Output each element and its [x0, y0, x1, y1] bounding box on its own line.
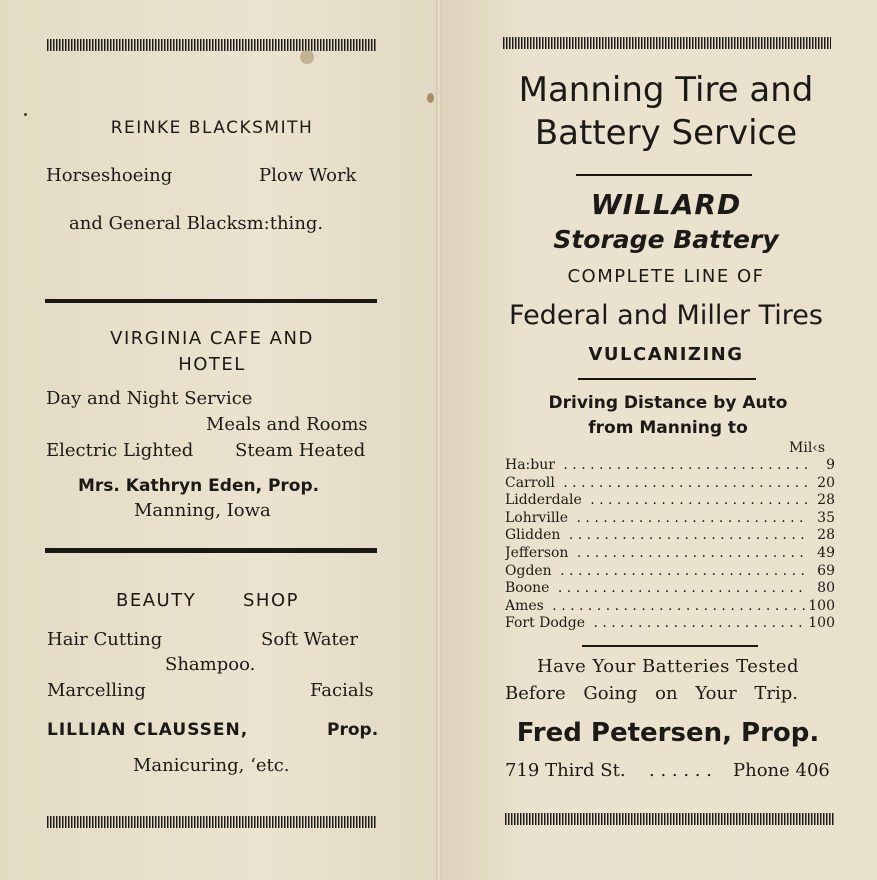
distance-heading-line2: from Manning to	[588, 418, 748, 438]
distance-miles: 28	[817, 492, 835, 509]
cafe-line-steam: Steam Heated	[235, 440, 366, 461]
cafe-line-day-night: Day and Night Service	[46, 388, 253, 409]
miles-column-header: Mil‹s	[789, 440, 826, 456]
divider-2	[45, 548, 377, 553]
distance-divider	[582, 645, 758, 647]
distance-miles: 9	[826, 457, 835, 473]
distance-town: Lohrville	[505, 510, 572, 526]
fred-petersen-proprietor: Fred Petersen, Prop.	[516, 718, 820, 748]
leader-dots	[505, 598, 807, 615]
blacksmith-service-horseshoeing: Horseshoeing	[46, 165, 173, 186]
distance-row	[505, 510, 835, 527]
distance-town: Lidderdale	[505, 492, 586, 508]
distance-row	[505, 527, 835, 544]
leader-dots	[505, 527, 807, 544]
distance-miles: 100	[808, 615, 835, 632]
phone-number: Phone 406	[733, 760, 830, 781]
paper-stain	[427, 93, 434, 103]
address-dots: . . . . . .	[649, 760, 712, 781]
beauty-proprietor-suffix: Prop.	[327, 720, 379, 740]
cafe-line-meals: Meals and Rooms	[206, 414, 368, 435]
distance-town: Ogden	[505, 563, 556, 579]
beauty-service-marcelling: Marcelling	[47, 680, 146, 701]
distance-row	[505, 615, 835, 632]
distance-town: Fort Dodge	[505, 615, 589, 631]
top-border-left	[47, 39, 377, 51]
leader-dots	[505, 545, 807, 562]
distance-town: Carroll	[505, 475, 559, 491]
beauty-service-facials: Facials	[310, 680, 374, 701]
product-storage-battery: Storage Battery	[553, 225, 779, 254]
distance-miles: 69	[817, 562, 835, 579]
bottom-border-left	[47, 816, 377, 828]
blacksmith-service-plow: Plow Work	[259, 165, 357, 186]
leader-dots	[505, 615, 807, 632]
distance-row	[505, 475, 835, 492]
distance-miles: 100	[808, 597, 835, 614]
title-divider	[576, 174, 752, 176]
distance-row	[505, 545, 835, 562]
cafe-location: Manning, Iowa	[134, 500, 271, 521]
vulcanizing-divider	[578, 378, 756, 380]
leader-dots	[505, 580, 807, 597]
distance-miles: 80	[817, 580, 835, 597]
top-border-right	[503, 37, 831, 49]
beauty-service-water: Soft Water	[261, 629, 358, 650]
brand-willard: WILLARD	[590, 188, 742, 221]
blacksmith-name: REINKE BLACKSMITH	[110, 118, 314, 138]
beauty-name-beauty: BEAUTY	[116, 590, 197, 611]
tires-brands: Federal and Miller Tires	[509, 300, 823, 331]
distance-town: Jefferson	[505, 545, 572, 561]
cafe-proprietor: Mrs. Kathryn Eden, Prop.	[78, 476, 320, 496]
beauty-service-shampoo: Shampoo.	[165, 654, 256, 675]
distance-row	[505, 563, 835, 580]
distance-miles: 28	[817, 527, 835, 544]
leader-dots	[505, 563, 807, 580]
distance-town: Boone	[505, 580, 553, 596]
distance-row	[505, 580, 835, 597]
leader-dots	[505, 510, 807, 527]
tested-line2: Before Going on Your Trip.	[505, 683, 799, 704]
distance-row	[505, 492, 835, 509]
paper-stain	[24, 113, 27, 116]
leader-dots	[505, 457, 807, 474]
distance-miles: 35	[817, 509, 835, 526]
business-title-line1: Manning Tire and	[518, 70, 814, 110]
blacksmith-service-general: and General Blacksm:thing.	[69, 213, 324, 234]
address: 719 Third St.	[505, 760, 626, 781]
beauty-service-manicuring: Manicuring, ‘etc.	[133, 755, 290, 776]
cafe-line-electric: Electric Lighted	[46, 440, 194, 461]
cafe-name-line1: VIRGINIA CAFE AND	[110, 328, 314, 349]
distance-heading-line1: Driving Distance by Auto	[548, 393, 788, 413]
divider-1	[45, 299, 377, 303]
beauty-service-hair: Hair Cutting	[47, 629, 163, 650]
distance-miles: 49	[817, 545, 835, 561]
distance-town: Ames	[505, 598, 548, 614]
beauty-proprietor-name: LILLIAN CLAUSSEN,	[47, 720, 249, 740]
paper-stain	[300, 50, 314, 64]
leader-dots	[505, 475, 807, 492]
tested-line1: Have Your Batteries Tested	[536, 656, 799, 677]
complete-line-label: COMPLETE LINE OF	[567, 266, 765, 287]
distance-town: Glidden	[505, 527, 564, 543]
distance-row	[505, 457, 835, 474]
vulcanizing-label: VULCANIZING	[588, 344, 744, 365]
cafe-name-line2: HOTEL	[178, 354, 246, 375]
center-fold	[436, 0, 442, 880]
leader-dots	[505, 492, 807, 509]
distance-town: Ha:bur	[505, 457, 559, 473]
distance-row	[505, 598, 835, 615]
beauty-name-shop: SHOP	[243, 590, 299, 611]
distance-miles: 20	[817, 474, 835, 491]
bottom-border-right	[505, 813, 835, 825]
business-title-line2: Battery Service	[534, 113, 798, 153]
